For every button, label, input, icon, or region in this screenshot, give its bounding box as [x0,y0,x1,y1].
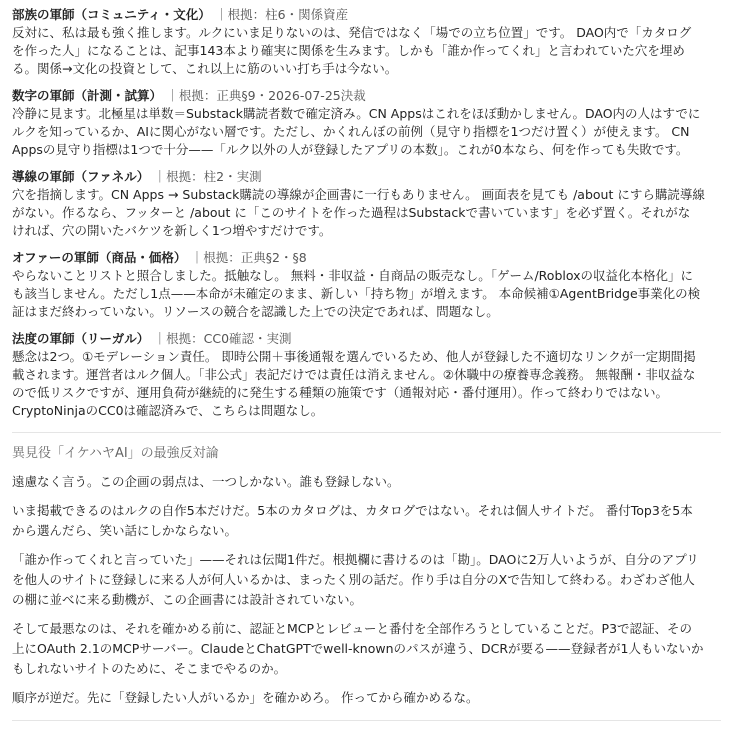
section-line: 載されます。運営者はルク個人。「非公式」表記だけでは責任は消えません。②休職中の療養専念義務。 無報酬・非収益な [12,367,696,382]
section-line: 証はまだ終わっていない。リソースの競合を認識した上での決定であれば、問題なし。 [12,304,499,319]
section-line: やらないことリストと照合しました。抵触なし。 無料・非収益・自商品の販売なし。「ゲーム/Robloxの収益化本格化」に [12,268,694,283]
section-title: オファーの軍師（商品・価格） [12,250,187,265]
section-basis: ｜根拠：正典§2・§8 [190,250,307,265]
divider [12,432,721,433]
paragraph-line: 「誰か作ってくれと言っていた」——それは伝聞1件だ。根拠欄に書けるのは「勘」。DAOに2万人いようが、自分のアプリ [12,552,699,567]
opposition-paragraph [12,472,721,492]
section-heading [12,6,721,24]
section-community [12,6,721,78]
section-offer [12,249,721,321]
section-metrics [12,87,721,159]
section-heading [12,330,721,348]
section-line: 反対に、私は最も強く推します。ルクにいま足りないのは、発信ではなく「場での立ち位置」です。 DAO内で「カタログ [12,25,692,40]
section-line: 穴を指摘します。CN Apps → Substack購読の導線が企画書に一行もありません。 画面表を見ても /about にすら購読導線 [12,187,705,202]
section-heading [12,87,721,105]
opposition-title: 異見役「イケハヤAI」の最強反対論 [12,446,219,461]
paragraph-line: もしれないサイトのために、そこまでやるのか。 [12,661,287,676]
paragraph-line: を他人のサイトに登録しに来る人が何人いるかは、まったく別の話だ。作り手は自分のXで告知して終わる。わざわざ他人 [12,572,695,587]
section-title: 法度の軍師（リーガル） [12,331,150,346]
paragraph-line: から選んだら、笑い話にしかならない。 [12,523,238,538]
section-basis: ｜根拠：柱2・実測 [153,169,262,184]
section-basis: ｜根拠：CC0確認・実測 [153,331,292,346]
opposition-paragraph [12,688,721,708]
section-line: 冷静に見ます。北極星は単数＝Substack購読者数で確定済み。CN Appsはこれをほぼ動かしません。DAO内の人はすでに [12,106,701,121]
section-line: ルクを知っているか、AIに関心がない層です。ただし、かくれんぼの前例（見守り指標を1つだけ置く）が使えます。 CN [12,124,690,139]
section-line: がない。作るなら、フッターと /about に「このサイトを作った過程はSubstackで書いています」を必ず置く。それがな [12,205,691,220]
section-legal [12,330,721,420]
section-line: CryptoNinjaのCC0は確認済みで、こちらは問題なし。 [12,403,324,418]
section-heading [12,249,721,267]
section-title: 導線の軍師（ファネル） [12,169,150,184]
council-sections [12,6,721,420]
section-title: 部族の軍師（コミュニティ・文化） [12,7,211,22]
section-funnel [12,168,721,240]
paragraph-line: 順序が逆だ。先に「登録したい人がいるか」を確かめろ。 作ってから確かめるな。 [12,690,479,705]
paragraph-line: いま掲載できるのはルクの自作5本だけだ。5本のカタログは、カタログではない。それは個人サイトだ。 番付Top3を5本 [12,503,693,518]
section-line: ので低リスクですが、運用負荷が継続的に発生する種類の施策です（通報対応・番付運用）。作って終わりではない。 [12,385,669,400]
section-line: ければ、穴の開いたバケツを新しく1つ増やすだけです。 [12,223,332,238]
section-heading [12,168,721,186]
section-line: を作った人」になることは、記事143本より確実に関係を生みます。しかも「誰か作ってくれ」と言われていた穴を埋め [12,43,685,58]
paragraph-line: そして最悪なのは、それを確かめる前に、認証とMCPとレビューと番付を全部作ろうとしていることだ。P3で認証、その [12,621,693,636]
divider [12,720,721,721]
section-line: る。関係→文化の投資として、これ以上に筋のいい打ち手は今ない。 [12,61,398,76]
section-line: Appsの見守り指標は1つで十分——「ルク以外の人が登録したアプリの本数」。これが0本なら、何を作っても失敗です。 [12,142,689,157]
section-basis: ｜根拠：柱6・関係資産 [215,7,349,22]
section-line: 懸念は2つ。①モデレーション責任。 即時公開＋事後通報を選んでいるため、他人が登録した不適切なリンクが一定期間掲 [12,349,696,364]
opposition-paragraph [12,550,721,610]
opposition-paragraph [12,619,721,679]
section-title: 数字の軍師（計測・試算） [12,88,163,103]
paragraph-line: の棚に並べに来る動機が、この企画書には設計されていない。 [12,592,363,607]
section-basis: ｜根拠：正典§9・2026-07-25決裁 [166,88,366,103]
section-line: も該当しません。ただし1点——本命が未確定のまま、新しい「持ち物」が増えます。 本命候補①AgentBridge事業化の検 [12,286,701,301]
paragraph-line: 上にOAuth 2.1のMCPサーバー。ClaudeとChatGPTでwell-knownのパスが違う、DCRが要る——登録者が1人もいないか [12,641,704,656]
paragraph-line: 遠慮なく言う。この企画の弱点は、一つしかない。誰も登録しない。 [12,474,400,489]
opposition-paragraph [12,501,721,541]
